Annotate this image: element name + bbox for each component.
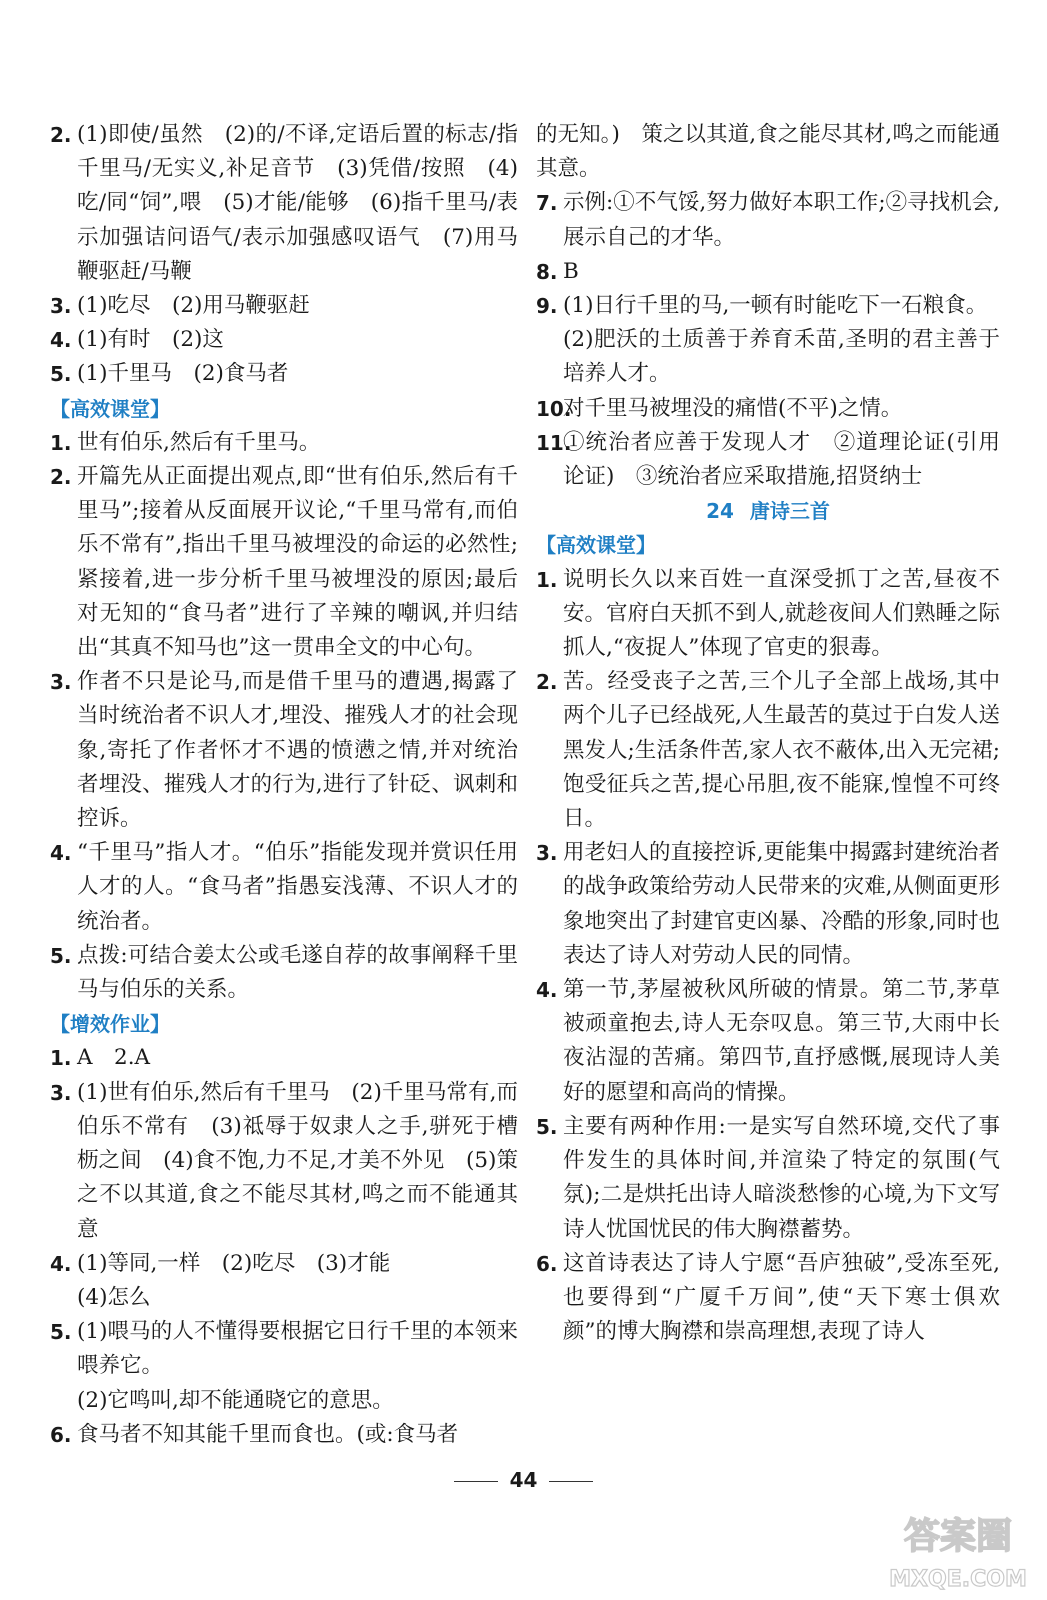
answer-number: 3. [50,1080,72,1105]
answer-item [50,357,518,391]
answer-text: 世有伯乐,然后有千里马。 [77,429,321,455]
answer-subline: (2)肥沃的土质善于养育禾苗,圣明的君主善于培养人才。 [563,327,1000,387]
answer-text: (1)即使/虽然 (2)的/不译,定语后置的标志/指千里马/无实义,补足音节 (3)凭借/按照 (4)吃/同“饲”,喂 (5)才能/能够 (6)指千里马/表示加强诘问语气/表示加强感叹语气 (7)用马鞭驱赶/马鞭 [77,122,518,284]
answer-item [50,1076,518,1247]
svg-text:答案圈: 答案圈 [903,1516,1013,1557]
right-column [536,118,1000,1349]
answer-item [50,118,518,289]
answer-number: 2. [50,465,72,490]
answer-number: 4. [50,1251,72,1276]
page-number [0,1468,1047,1492]
answer-item [50,836,518,939]
answer-number: 5. [536,1114,558,1139]
answer-text: (1)吃尽 (2)用马鞭驱赶 [77,293,310,319]
answer-number: 1. [50,430,72,455]
answer-text: 点拨:可结合姜太公或毛遂自荐的故事阐释千里马与伯乐的关系。 [77,942,518,1003]
answer-text: 示例:①不气馁,努力做好本职工作;②寻找机会,展示自己的才华。 [563,190,1000,250]
answer-item [536,665,1000,836]
answer-item [536,836,1000,973]
answer-number: 4. [536,978,558,1003]
answer-item [50,289,518,323]
answer-text: (1)日行千里的马,一顿有时能吃下一石粮食。 [563,293,988,319]
answer-item [50,1247,518,1281]
answer-text: ①统治者应善于发现人才 ②道理论证(引用论证) ③统治者应采取措施,招贤纳士 [563,429,1000,490]
answer-number: 5. [50,1320,72,1345]
answer-number: 6. [50,1422,72,1447]
answer-text: B [563,258,579,284]
answer-text: (1)喂马的人不懂得要根据它日行千里的本领来喂养它。 [77,1319,518,1379]
answer-text: (1)世有伯乐,然后有千里马 (2)千里马常有,而伯乐不常有 (3)祗辱于奴隶人之手,骈死于槽枥之间 (4)食不饱,力不足,才美不外见 (5)策之不以其道,食之不能尽其材,鸣之而不能通其意 [77,1079,518,1242]
answer-item [50,460,518,665]
answer-continuation: 的无知。) 策之以其道,食之能尽其材,鸣之而能通其意。 [536,122,1000,182]
answer-subline: (4)怎么 [77,1284,151,1310]
answer-item [50,1041,518,1075]
answer-text: 第一节,茅屋被秋风所破的情景。第二节,茅草被顽童抱去,诗人无奈叹息。第三节,大雨中长夜沾湿的苦痛。第四节,直抒感慨,展现诗人美好的愿望和高尚的情操。 [563,977,1000,1105]
answer-text: 苦。经受丧子之苦,三个儿子全部上战场,其中两个儿子已经战死,人生最苦的莫过于白发人送黑发人;生活条件苦,家人衣不蔽体,出入无完裙;饱受征兵之苦,提心吊胆,夜不能寐,惶惶不可终日。 [563,669,1000,832]
answer-number: 3. [536,841,558,866]
answer-item [50,1418,518,1452]
answer-number: 5. [50,943,72,968]
svg-text:MXQE.COM: MXQE.COM [889,1567,1027,1592]
answer-item [50,939,518,1007]
answer-text: 开篇先从正面提出观点,即“世有伯乐,然后有千里马”;接着从反面展开议论,“千里马常有,而伯乐不常有”,指出千里马被埋没的命运的必然性;紧接着,进一步分析千里马被埋没的原因;最后对无知的“食马者”进行了辛辣的嘲讽,并归结出“其真不知马也”这一贯串全文的中心句。 [77,464,518,661]
answer-number: 9. [536,294,558,319]
answer-number: 2. [50,123,72,147]
answer-subline: (2)它鸣叫,却不能通晓它的意思。 [77,1387,394,1413]
answer-text: (1)千里马 (2)食马者 [77,361,289,387]
answer-number: 1. [536,567,558,592]
answer-text: (1)有时 (2)这 [77,327,224,353]
answer-text: “千里马”指人才。“伯乐”指能发现并赏识任用人才的人。“食马者”指愚妄浅薄、不识人才的统治者。 [77,840,518,934]
lesson-heading [536,494,1000,528]
answer-number: 8. [536,259,558,284]
answer-number: 1. [50,1046,72,1071]
left-column [50,118,518,1452]
answer-item [536,255,1000,289]
answer-number: 11. [536,430,572,455]
answer-number: 5. [50,362,72,387]
answer-text: (1)等同,一样 (2)吃尽 (3)才能 [77,1250,391,1276]
answer-text: 主要有两种作用:一是实写自然环境,交代了事件发生的具体时间,并渲染了特定的氛围(气氛);二是烘托出诗人暗淡愁惨的心境,为下文写诗人忧国忧民的伟大胸襟蓄势。 [563,1113,1000,1242]
answer-item [536,392,1000,426]
answer-number: 4. [50,841,72,866]
answer-item [536,1110,1000,1247]
answer-number: 2. [536,670,558,695]
section-heading: 【高效课堂】 [50,396,170,421]
answer-item [50,1315,518,1383]
answer-item [50,426,518,460]
page-number-dash-right [549,1481,593,1482]
answer-text: 作者不只是论马,而是借千里马的遭遇,揭露了当时统治者不识人才,埋没、摧残人才的社会现象,寄托了作者怀才不遇的愤懑之情,并对统治者埋没、摧残人才的行为,进行了针砭、讽刺和控诉。 [77,669,518,832]
answer-text: 这首诗表达了诗人宁愿“吾庐独破”,受冻至死,也要得到“广厦千万间”,使“天下寒士俱欢颜”的博大胸襟和崇高理想,表现了诗人 [563,1250,1000,1345]
answer-item [50,665,518,836]
answer-text: 用老妇人的直接控诉,更能集中揭露封建统治者的战争政策给劳动人民带来的灾难,从侧面更形象地突出了封建官吏凶暴、冷酷的形象,同时也表达了诗人对劳动人民的同情。 [563,840,1000,968]
answer-text: A 2.A [77,1045,151,1071]
page-number-dash-left [454,1481,498,1482]
answer-item [536,186,1000,254]
watermark-logo [883,1500,1033,1596]
section-heading: 【高效课堂】 [536,533,656,558]
section-heading: 【增效作业】 [50,1012,170,1037]
answer-number: 4. [50,328,72,353]
answer-item [536,1247,1000,1350]
answer-item [536,289,1000,323]
answer-text: 对千里马被埋没的痛惜(不平)之情。 [563,395,903,421]
answer-item [50,323,518,357]
answer-number: 3. [50,670,72,695]
answer-number: 10. [536,396,572,421]
answer-item [536,563,1000,666]
lesson-number: 24 [706,499,734,524]
answer-text: 说明长久以来百姓一直深受抓丁之苦,昼夜不安。官府白天抓不到人,就趁夜间人们熟睡之际抓人,“夜捉人”体现了官吏的狠毒。 [563,566,1000,661]
answer-item [536,426,1000,494]
answer-number: 3. [50,294,72,319]
watermark-graphic [883,1500,1033,1596]
lesson-title: 唐诗三首 [749,499,830,524]
answer-number: 6. [536,1251,558,1276]
answer-text: 食马者不知其能千里而食也。(或:食马者 [77,1421,459,1447]
answer-item [536,973,1000,1110]
page-number-value: 44 [509,1468,538,1492]
answer-number: 7. [536,191,558,216]
